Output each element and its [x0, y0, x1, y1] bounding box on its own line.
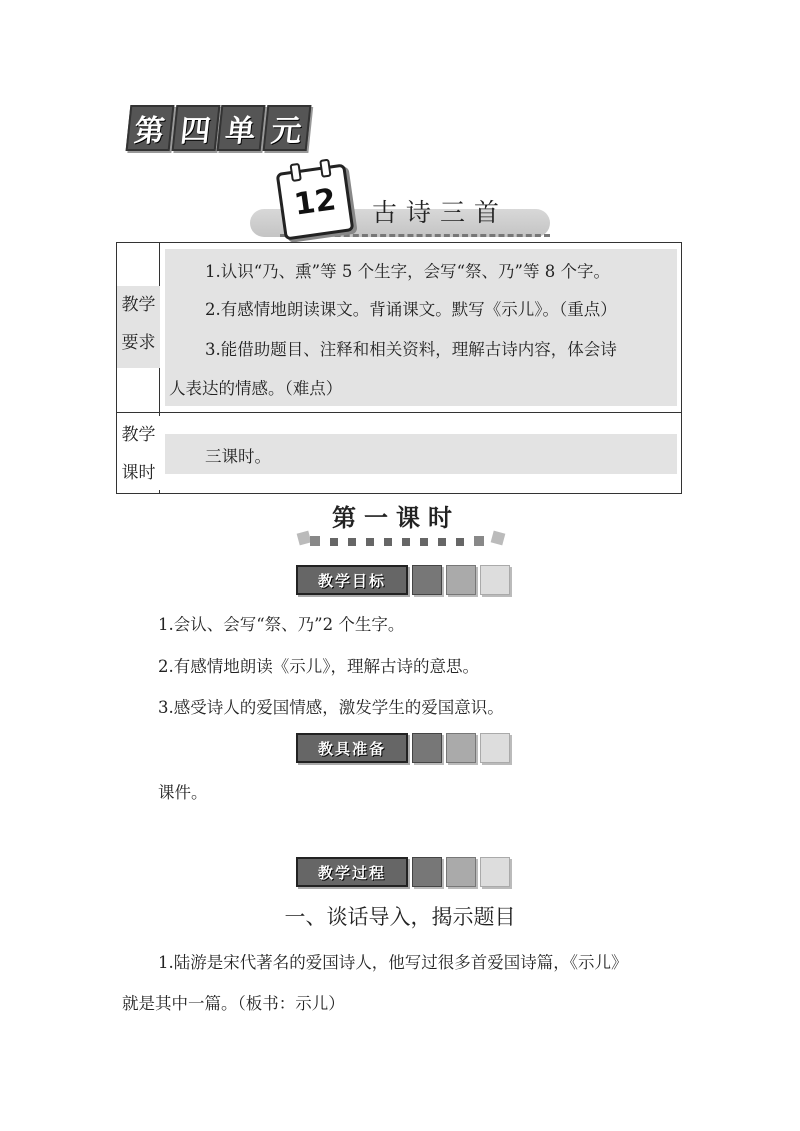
- session-title-decoration: [296, 528, 508, 550]
- requirement-item: 2.有感情地朗读课文。背诵课文。默写《示儿》。（重点）: [205, 300, 617, 319]
- table-row-divider: [117, 412, 681, 413]
- objectives-tag: 教学目标: [296, 565, 408, 595]
- tag-square-light: [480, 857, 510, 887]
- tag-square-dark: [412, 857, 442, 887]
- requirements-label-line1: 教学: [121, 295, 156, 315]
- lesson-title: 古诗三首: [372, 198, 509, 227]
- unit-char: 单: [217, 105, 265, 151]
- process-heading: 一、谈话导入，揭示题目: [284, 905, 516, 929]
- objective-item: 2.有感情地朗读《示儿》，理解古诗的意思。: [158, 657, 479, 676]
- tag-square-mid: [446, 857, 476, 887]
- objective-item: 1.会认、会写“祭、乃”2 个生字。: [158, 615, 405, 634]
- process-paragraph-line: 1.陆游是宋代著名的爱国诗人，他写过很多首爱国诗篇，《示儿》: [158, 953, 628, 972]
- objective-item: 3.感受诗人的爱国情感，激发学生的爱国意识。: [158, 698, 504, 717]
- lesson-number: 12: [291, 181, 339, 223]
- tag-square-dark: [412, 565, 442, 595]
- session-title: 第一课时: [332, 504, 460, 532]
- objectives-tag-group: [296, 565, 510, 595]
- unit-char: 元: [262, 105, 310, 151]
- tag-square-dark: [412, 733, 442, 763]
- unit-banner: [128, 103, 308, 149]
- hours-content: [165, 434, 677, 474]
- process-tag: 教学过程: [296, 857, 408, 887]
- requirement-item: 人表达的情感。（难点）: [169, 379, 343, 398]
- tag-square-light: [480, 733, 510, 763]
- tag-square-light: [480, 565, 510, 595]
- process-paragraph-line: 就是其中一篇。（板书：示儿）: [122, 994, 345, 1013]
- hours-label-cell: [117, 412, 160, 494]
- requirements-label-cell: [117, 243, 160, 412]
- hours-label-line1: 教学: [121, 425, 156, 445]
- tag-square-mid: [446, 733, 476, 763]
- requirements-content: [165, 249, 677, 406]
- requirements-table: [116, 242, 682, 494]
- lesson-number-calendar-icon: [276, 163, 355, 240]
- hours-text: 三课时。: [205, 447, 271, 466]
- unit-char: 四: [171, 105, 219, 151]
- hours-label-line2: 课时: [121, 463, 156, 483]
- materials-tag-group: [296, 733, 510, 763]
- requirement-item: 1.认识“乃、熏”等 5 个生字，会写“祭、乃”等 8 个字。: [205, 262, 610, 281]
- requirements-label-line2: 要求: [121, 333, 156, 353]
- unit-char: 第: [126, 105, 174, 151]
- tag-square-mid: [446, 565, 476, 595]
- process-tag-group: [296, 857, 510, 887]
- materials-tag: 教具准备: [296, 733, 408, 763]
- requirement-item: 3.能借助题目、注释和相关资料，理解古诗内容，体会诗: [205, 340, 617, 359]
- materials-text: 课件。: [158, 783, 208, 802]
